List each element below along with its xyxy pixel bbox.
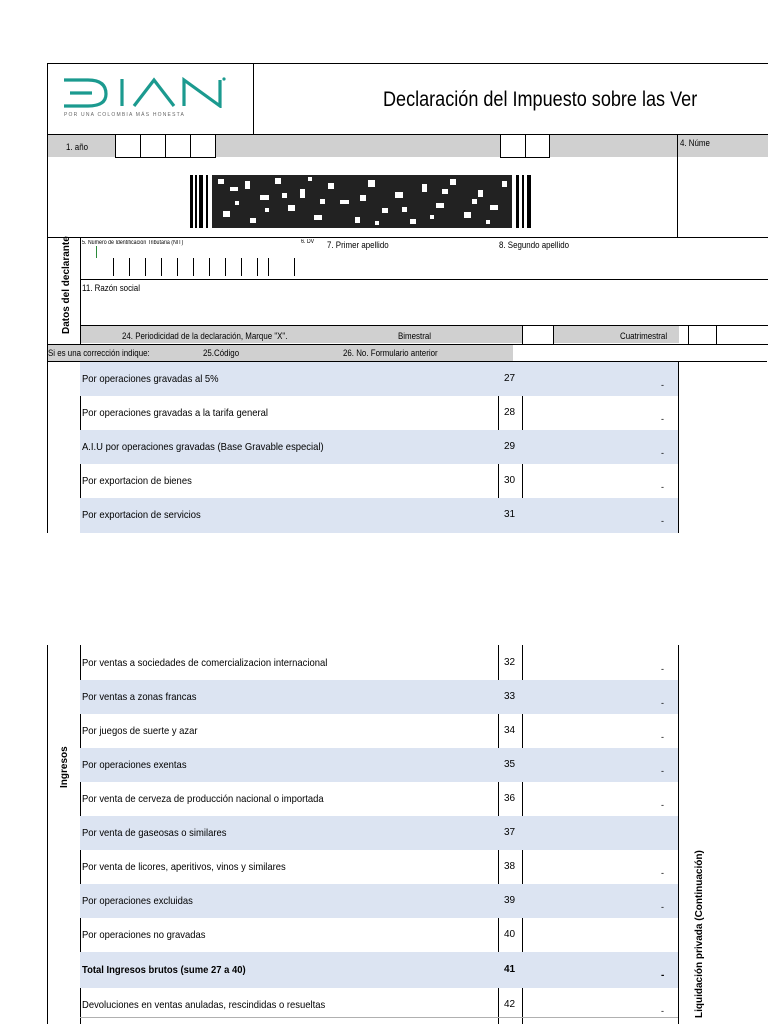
row-value[interactable]: - xyxy=(661,732,664,742)
period-box-2[interactable] xyxy=(525,134,550,158)
razon-social-label: 11. Razón social xyxy=(82,283,140,293)
row-number: 27 xyxy=(504,373,516,384)
year-digit-4[interactable] xyxy=(190,134,216,158)
row-value[interactable]: - xyxy=(661,664,664,674)
row-desc: Por venta de licores, aperitivos, vinos y similares xyxy=(82,861,286,873)
year-digit-2[interactable] xyxy=(140,134,166,158)
periodicidad-label: 24. Periodicidad de la declaración, Marque "X". xyxy=(122,331,288,341)
section-label-liquidacion: Liquidación privada (Continuación) xyxy=(694,850,705,1018)
row-number: 37 xyxy=(504,827,516,838)
row-desc: Devoluciones en ventas anuladas, rescindidas o resueltas xyxy=(82,999,326,1011)
row-number: 35 xyxy=(504,759,516,770)
bimestral-label: Bimestral xyxy=(398,331,432,341)
row-desc: Por exportacion de servicios xyxy=(82,509,201,521)
row-number: 28 xyxy=(504,407,516,418)
total-row-desc: Total Ingresos brutos (sume 27 a 40) xyxy=(82,964,246,976)
cuatrimestral-label: Cuatrimestral xyxy=(620,331,668,341)
period-box-1[interactable] xyxy=(500,134,526,158)
row-number: 39 xyxy=(504,895,516,906)
row-number: 32 xyxy=(504,657,516,668)
row-desc: Por operaciones excluidas xyxy=(82,895,193,907)
row-number: 38 xyxy=(504,861,516,872)
row-desc: Por operaciones gravadas al 5% xyxy=(82,373,219,385)
total-row-value[interactable]: - xyxy=(661,970,665,981)
page-title: Declaración del Impuesto sobre las Ver xyxy=(383,88,698,111)
correccion-label: Si es una corrección indique: xyxy=(48,348,150,358)
logo-tagline: POR UNA COLOMBIA MÁS HONESTA xyxy=(64,112,186,118)
row-number: 34 xyxy=(504,725,516,736)
year-digit-1[interactable] xyxy=(115,134,141,158)
row-desc: Por venta de cerveza de producción nacional o importada xyxy=(82,793,324,805)
row-number: 30 xyxy=(504,475,516,486)
formulario-anterior-label: 26. No. Formulario anterior xyxy=(343,348,438,358)
row-value[interactable]: - xyxy=(661,516,664,526)
row-value[interactable]: - xyxy=(661,414,664,424)
row-desc: Por ventas a zonas francas xyxy=(82,691,197,703)
row-desc: Por operaciones gravadas a la tarifa general xyxy=(82,407,268,419)
dv-field[interactable] xyxy=(294,258,295,276)
row-number: 42 xyxy=(504,999,516,1010)
row-desc: Por ventas a sociedades de comercializacion internacional xyxy=(82,657,328,669)
apellido1-label: 7. Primer apellido xyxy=(327,240,389,250)
row-value[interactable]: - xyxy=(661,1006,664,1016)
row-desc: Por juegos de suerte y azar xyxy=(82,725,198,737)
row-value[interactable]: - xyxy=(661,902,664,912)
row-number: 41 xyxy=(504,964,516,975)
row-value[interactable]: - xyxy=(661,448,664,458)
barcode-icon xyxy=(190,175,540,228)
row-desc: Por operaciones exentas xyxy=(82,759,187,771)
row-value[interactable]: - xyxy=(661,698,664,708)
dian-logo xyxy=(62,76,232,124)
row-value[interactable]: - xyxy=(661,868,664,878)
razon-social-field[interactable] xyxy=(82,295,762,323)
row-desc: Por exportacion de bienes xyxy=(82,475,192,487)
bimestral-checkbox[interactable] xyxy=(522,325,554,345)
row-desc: Por venta de gaseosas o similares xyxy=(82,827,227,839)
row-number: 31 xyxy=(504,509,516,520)
row-desc: Por operaciones no gravadas xyxy=(82,929,206,941)
nit-label: 5. Número de Identificación Tributaria (NIT) xyxy=(82,240,184,246)
number-label: 4. Núme xyxy=(680,138,710,148)
row-number: 40 xyxy=(504,929,516,940)
row-number: 29 xyxy=(504,441,516,452)
cuatrimestral-checkbox[interactable] xyxy=(688,325,717,345)
dian-wordmark-icon xyxy=(62,76,227,108)
dv-label: 6. DV xyxy=(301,239,315,245)
row-desc: A.I.U por operaciones gravadas (Base Gravable especial) xyxy=(82,441,324,453)
row-value[interactable]: - xyxy=(661,800,664,810)
year-digit-3[interactable] xyxy=(165,134,191,158)
apellido2-label: 8. Segundo apellido xyxy=(499,240,570,250)
codigo-label: 25.Código xyxy=(203,348,240,358)
row-number: 33 xyxy=(504,691,516,702)
year-label: 1. año xyxy=(66,142,89,152)
row-value[interactable]: - xyxy=(661,482,664,492)
section-label-declarante: Datos del declarante xyxy=(61,236,72,334)
section-label-ingresos: Ingresos xyxy=(59,746,70,788)
row-number: 36 xyxy=(504,793,516,804)
row-value[interactable]: - xyxy=(661,766,664,776)
row-value[interactable]: - xyxy=(661,380,664,390)
